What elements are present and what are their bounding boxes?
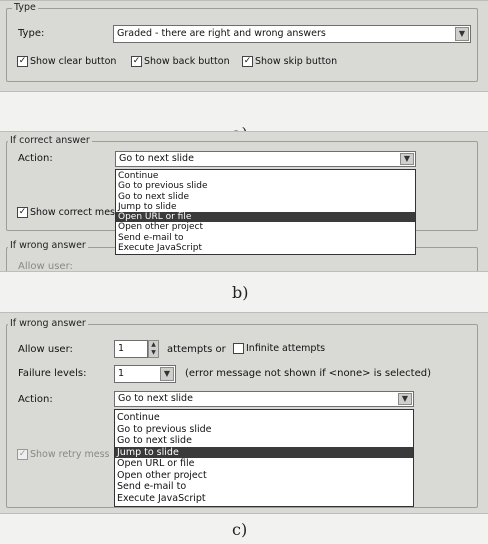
check-icon[interactable]: ✓ [18, 56, 27, 66]
dropdown-option[interactable]: Continue [118, 171, 159, 181]
failure-levels-select[interactable] [114, 365, 176, 383]
infinite-attempts-checkbox[interactable] [233, 343, 325, 354]
action-label: Action: [18, 394, 53, 405]
action-select-value: Go to next slide [118, 393, 193, 404]
dropdown-option-selected[interactable]: Jump to slide [115, 447, 413, 459]
panel-c [0, 312, 488, 514]
allow-user-label: Allow user: [18, 344, 73, 355]
panel-b [0, 131, 488, 272]
type-group [6, 8, 478, 82]
show-skip-button-label: Show skip button [255, 56, 338, 67]
show-retry-message-checkbox[interactable] [17, 449, 109, 460]
check-icon[interactable]: ✓ [132, 56, 141, 66]
dropdown-option[interactable]: Go to previous slide [118, 181, 208, 192]
dropdown-option[interactable]: Send e-mail to [118, 232, 184, 243]
type-label: Type: [18, 28, 45, 39]
caption-c: c) [232, 520, 248, 539]
dropdown-option-selected[interactable]: Open URL or file [116, 212, 415, 222]
show-correct-message-checkbox[interactable] [17, 207, 115, 218]
failure-levels-value: 1 [118, 368, 125, 379]
show-clear-button-label: Show clear button [30, 56, 117, 67]
action-dropdown-list[interactable] [114, 409, 414, 507]
action-label: Action: [18, 153, 53, 164]
dropdown-option[interactable]: Execute JavaScript [118, 243, 202, 254]
action-select[interactable] [115, 151, 416, 167]
show-back-button-label: Show back button [144, 56, 230, 67]
show-correct-message-label: Show correct mes [30, 207, 115, 218]
caption-b: b) [232, 283, 249, 302]
attempts-value: 1 [118, 343, 125, 354]
check-icon[interactable]: ✓ [18, 207, 27, 217]
attempts-input[interactable] [114, 340, 148, 358]
infinite-attempts-label: Infinite attempts [246, 343, 326, 354]
show-skip-button-checkbox[interactable] [242, 56, 337, 67]
chevron-down-icon[interactable]: ▼ [160, 367, 174, 381]
spin-arrows-icon[interactable]: ▲ ▼ [148, 340, 159, 358]
failure-levels-label: Failure levels: [18, 368, 87, 379]
chevron-down-icon[interactable]: ▼ [455, 27, 469, 41]
chevron-down-icon[interactable]: ▼ [400, 153, 414, 165]
panel-a [0, 0, 488, 92]
check-icon[interactable]: ✓ [243, 56, 252, 66]
action-select[interactable] [114, 391, 414, 407]
dropdown-option[interactable]: Go to next slide [117, 435, 192, 446]
chevron-down-icon[interactable]: ▼ [398, 393, 412, 405]
dropdown-option[interactable]: Go to previous slide [117, 423, 212, 435]
dropdown-option[interactable]: Open other project [118, 222, 203, 233]
dropdown-option[interactable]: Continue [117, 412, 160, 423]
attempts-suffix: attempts or [167, 344, 226, 355]
show-back-button-checkbox[interactable] [131, 56, 230, 67]
dropdown-option[interactable]: Go to next slide [118, 191, 189, 202]
failure-note: (error message not shown if <none> is selected) [185, 368, 431, 379]
type-select[interactable] [113, 25, 471, 43]
action-dropdown-list[interactable] [115, 169, 416, 255]
allow-user-label-partial: Allow user: [18, 261, 73, 272]
correct-answer-legend: If correct answer [10, 135, 90, 146]
dropdown-option[interactable]: Send e-mail to [117, 481, 187, 492]
show-retry-message-label: Show retry mess [30, 449, 110, 460]
checkbox-empty-icon[interactable] [233, 343, 244, 354]
show-clear-button-checkbox[interactable] [17, 56, 116, 67]
type-group-legend: Type [14, 2, 36, 13]
dropdown-option[interactable]: Jump to slide [118, 201, 177, 212]
dropdown-option[interactable]: Execute JavaScript [117, 492, 206, 504]
dropdown-option[interactable]: Open URL or file [117, 458, 195, 469]
check-icon[interactable]: ✓ [18, 449, 27, 459]
wrong-answer-legend: If wrong answer [10, 240, 86, 251]
action-select-value: Go to next slide [119, 153, 194, 164]
type-select-value: Graded - there are right and wrong answers [117, 28, 326, 39]
dropdown-option[interactable]: Open other project [117, 469, 207, 481]
wrong-answer-legend: If wrong answer [10, 318, 86, 329]
